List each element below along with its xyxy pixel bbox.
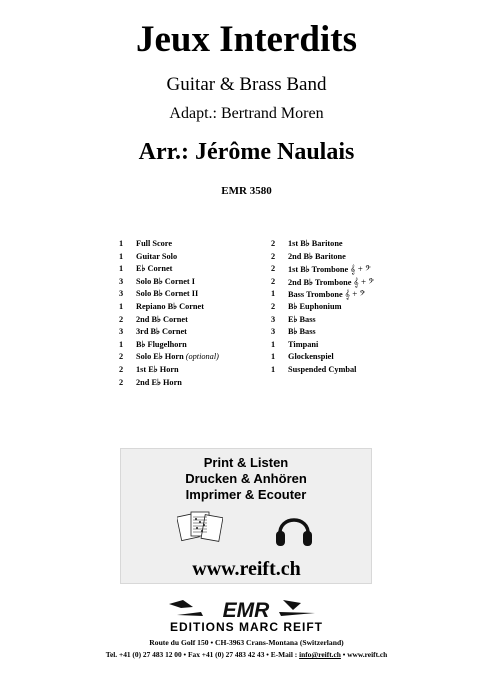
instrument-quantity: 1 (271, 352, 276, 362)
instrument-quantity: 1 (119, 339, 124, 349)
instrument-quantity: 3 (119, 276, 124, 286)
instrument-row (119, 263, 259, 276)
instrument-name-text: E♭ Cornet (136, 264, 173, 274)
instrument-name-text: Full Score (136, 239, 173, 248)
instrument-name (136, 351, 219, 364)
sheet-music-icon (177, 509, 223, 549)
instrument-list-left (119, 238, 259, 389)
instrument-name (136, 301, 204, 314)
instrument-quantity: 1 (119, 301, 124, 311)
subtitle: Guitar & Brass Band (166, 74, 327, 95)
instrument-name-text: Solo E♭ Horn (136, 352, 184, 362)
instrument-name-text: Suspended Cymbal (288, 364, 357, 374)
headphones-icon (273, 509, 315, 549)
instrument-note: (optional) (185, 352, 219, 362)
instrument-name (136, 339, 187, 352)
instrument-quantity: 3 (271, 327, 276, 337)
instrument-name-text: 2nd B♭ Trombone (288, 277, 352, 287)
instrument-name-text: Repiano B♭ Cornet (136, 301, 204, 311)
instrument-name (136, 238, 172, 251)
instrument-row (119, 314, 259, 327)
instrument-quantity: 2 (271, 239, 276, 248)
instrument-row (271, 288, 411, 301)
instrument-quantity: 1 (119, 264, 124, 274)
instrument-name-text: Guitar Solo (136, 251, 178, 261)
instrument-quantity: 2 (119, 364, 124, 374)
instrument-row (119, 276, 259, 289)
publisher-name: EDITIONS MARC REIFT (170, 620, 323, 634)
instrument-row (271, 251, 411, 264)
contact-website[interactable]: • www.reift.ch (340, 650, 388, 659)
promo-line-english: Print & Listen (203, 455, 289, 470)
instrument-quantity: 2 (119, 314, 124, 324)
instrument-row (271, 364, 411, 377)
instrument-name-text: Bass Trombone (288, 290, 343, 300)
svg-text:EMR: EMR (222, 599, 270, 622)
instrument-row (119, 301, 259, 314)
instrument-name-text: Solo B♭ Cornet I (136, 276, 195, 286)
instrument-name-text: 3rd B♭ Cornet (136, 327, 187, 337)
promo-line-german: Drucken & Anhören (185, 471, 307, 486)
instrument-row (271, 326, 411, 339)
instrument-quantity: 2 (119, 352, 124, 362)
instrument-row (119, 377, 259, 390)
arranger-credit: Arr.: Jérôme Naulais (138, 139, 355, 165)
instrument-name (136, 364, 179, 377)
instrument-name-text: B♭ Flugelhorn (136, 339, 187, 349)
instrument-name (136, 377, 182, 390)
instrument-quantity: 2 (271, 264, 276, 274)
instrument-quantity: 2 (119, 377, 124, 387)
instrument-name (288, 251, 346, 264)
instrument-quantity: 2 (271, 301, 276, 311)
instrument-row (119, 238, 259, 251)
instrument-list-right (271, 238, 411, 377)
instrument-name-text: Glockenspiel (288, 352, 334, 362)
instrument-name-text: Timpani (288, 339, 319, 349)
instrument-name-text: 1st B♭ Baritone (288, 239, 343, 248)
instrument-row (271, 263, 411, 276)
instrument-row (271, 276, 411, 289)
instrument-name (288, 326, 316, 339)
instrument-name-text: 1st B♭ Trombone (288, 265, 349, 275)
instrument-name (288, 314, 316, 327)
website-link[interactable]: www.reift.ch (192, 558, 301, 580)
instrument-quantity: 1 (271, 289, 276, 299)
instrument-row (271, 238, 411, 251)
instrument-quantity: 3 (271, 314, 276, 324)
instrument-row (119, 364, 259, 377)
instrument-row (271, 351, 411, 364)
instrument-name (136, 263, 172, 276)
publisher-address: Route du Golf 150 • CH-3963 Crans-Montana (Switzerland) (149, 638, 344, 647)
instrument-row (271, 301, 411, 314)
instrument-name-text: 2nd B♭ Baritone (288, 251, 346, 261)
title: Jeux Interdits (136, 19, 357, 60)
instrument-name (288, 238, 343, 251)
instrument-name (136, 276, 195, 289)
emr-logo-icon (163, 598, 329, 622)
email-link[interactable]: info@reift.ch (299, 650, 341, 659)
promo-line-french: Imprimer & Ecouter (185, 487, 307, 502)
instrument-name-text: B♭ Bass (288, 327, 316, 337)
adapter-credit: Adapt.: Bertrand Moren (169, 105, 324, 122)
clef-icon: 𝄞 + 𝄢 (344, 289, 366, 300)
instrument-quantity: 1 (271, 364, 276, 374)
catalog-code: EMR 3580 (221, 185, 272, 197)
instrument-quantity: 1 (119, 239, 124, 248)
instrument-quantity: 2 (271, 251, 276, 261)
instrument-name-text: E♭ Bass (288, 314, 316, 324)
instrument-name (288, 301, 342, 314)
instrument-name (136, 326, 187, 339)
instrument-name (288, 276, 374, 290)
publisher-contact (0, 650, 493, 660)
instrument-quantity: 1 (119, 251, 124, 261)
instrument-name (288, 351, 334, 364)
instrument-row (271, 314, 411, 327)
instrument-name (136, 288, 198, 301)
instrument-name (288, 263, 371, 277)
instrument-row (119, 326, 259, 339)
instrument-name-text: B♭ Euphonium (288, 301, 342, 311)
instrument-name (288, 339, 318, 352)
instrument-quantity: 2 (271, 276, 276, 286)
contact-phone-fax: Tel. +41 (0) 27 483 12 00 • Fax +41 (0) 27 483 42 43 • E-Mail : (105, 650, 300, 659)
instrument-row (119, 251, 259, 264)
instrument-name-text: 2nd E♭ Horn (136, 377, 182, 387)
instrument-name (136, 251, 177, 264)
instrument-quantity: 3 (119, 289, 124, 299)
instrument-name-text: Solo B♭ Cornet II (136, 289, 199, 299)
instrument-name (288, 364, 356, 377)
instrument-name (288, 288, 365, 302)
instrument-name-text: 1st E♭ Horn (136, 364, 179, 374)
instrument-name (136, 314, 188, 327)
instrument-row (119, 288, 259, 301)
instrument-quantity: 3 (119, 327, 124, 337)
instrument-name-text: 2nd B♭ Cornet (136, 314, 188, 324)
clef-icon: 𝄞 + 𝄢 (353, 276, 375, 287)
instrument-row (119, 339, 259, 352)
clef-icon: 𝄞 + 𝄢 (350, 264, 371, 275)
instrument-row (271, 339, 411, 352)
instrument-quantity: 1 (271, 339, 276, 349)
instrument-row (119, 351, 259, 364)
